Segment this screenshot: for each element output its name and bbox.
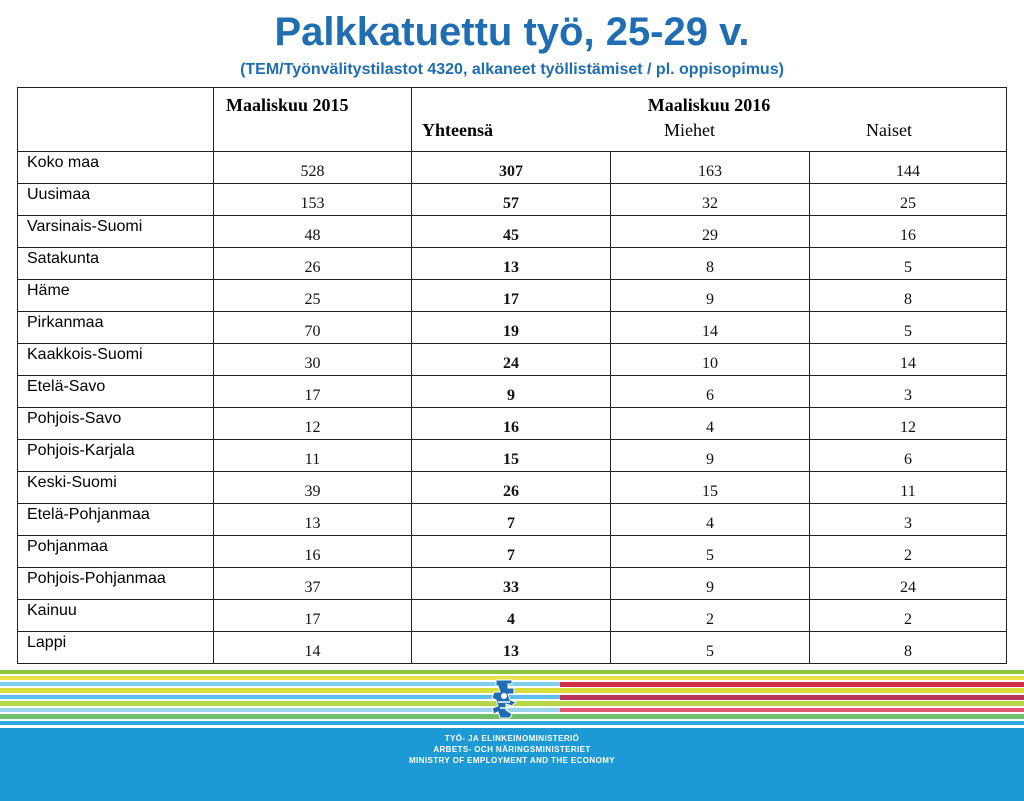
region-name: Pohjanmaa (27, 538, 108, 555)
table-row (18, 184, 1007, 216)
table-cell (810, 440, 1007, 472)
table-cell (412, 568, 611, 600)
value-2016-men: 29 (702, 227, 718, 244)
value-2016-women: 3 (904, 515, 912, 532)
value-2015: 17 (304, 611, 321, 628)
table-row (18, 504, 1007, 536)
value-2016-women: 8 (904, 643, 912, 660)
table-cell (214, 216, 412, 248)
table-cell (214, 312, 412, 344)
table-cell (611, 152, 810, 184)
value-2015: 37 (304, 579, 321, 596)
value-2015: 39 (304, 483, 321, 500)
table-cell (611, 408, 810, 440)
page-subtitle: (TEM/Työnvälitystilastot 4320, alkaneet työllistämiset / pl. oppisopimus) (240, 61, 784, 78)
table-cell (18, 248, 214, 280)
value-2016-women: 14 (900, 355, 916, 372)
region-name: Etelä-Pohjanmaa (27, 506, 150, 523)
table-cell (214, 472, 412, 504)
table-cell (214, 568, 412, 600)
value-2016-total: 16 (503, 419, 519, 436)
value-2016-men: 163 (698, 163, 722, 180)
table-cell (412, 152, 611, 184)
table-row (18, 376, 1007, 408)
table-cell (214, 440, 412, 472)
ministry-name-fi: TYÖ- JA ELINKEINOMINISTERIÖ (444, 734, 580, 743)
value-2016-total: 9 (507, 387, 515, 404)
value-2016-women: 3 (904, 387, 912, 404)
value-2015: 528 (300, 163, 325, 180)
value-2015: 30 (304, 355, 321, 372)
value-2016-women: 25 (900, 195, 916, 212)
table-cell (810, 184, 1007, 216)
table-cell (18, 472, 214, 504)
value-2015: 48 (304, 227, 321, 244)
value-2016-total: 57 (503, 195, 519, 212)
table-cell (810, 600, 1007, 632)
value-2016-total: 45 (503, 227, 519, 244)
table-cell (214, 632, 412, 664)
value-2016-total: 7 (507, 547, 515, 564)
value-2015: 14 (304, 643, 321, 660)
region-name: Pohjois-Savo (27, 410, 122, 427)
value-2016-total: 13 (503, 643, 519, 660)
table-cell (18, 376, 214, 408)
region-name: Koko maa (27, 154, 100, 171)
region-name: Kainuu (27, 602, 77, 619)
table-cell (611, 184, 810, 216)
page-title: Palkkatuettu työ, 25-29 v. (274, 10, 750, 54)
value-2016-total: 24 (503, 355, 519, 372)
value-2016-women: 16 (900, 227, 916, 244)
value-2016-men: 15 (702, 483, 718, 500)
table-cell (611, 216, 810, 248)
ministry-name-en: MINISTRY OF EMPLOYMENT AND THE ECONOMY (408, 756, 616, 765)
table-cell (18, 632, 214, 664)
table-cell (214, 536, 412, 568)
value-2016-men: 9 (706, 579, 714, 596)
value-2016-women: 11 (900, 483, 916, 500)
value-2016-total: 19 (503, 323, 519, 340)
table-header-row (18, 88, 1007, 152)
table-cell (810, 152, 1007, 184)
table-row (18, 152, 1007, 184)
table-cell (810, 344, 1007, 376)
value-2016-women: 8 (904, 291, 912, 308)
value-2016-men: 5 (706, 643, 714, 660)
value-2016-men: 9 (706, 291, 714, 308)
value-2015: 70 (304, 323, 321, 340)
table-row (18, 600, 1007, 632)
region-name: Satakunta (27, 250, 100, 267)
table-cell (412, 504, 611, 536)
header-2015-cell (214, 88, 412, 152)
table-row (18, 344, 1007, 376)
table-cell (18, 152, 214, 184)
table-cell (810, 568, 1007, 600)
table-cell (18, 536, 214, 568)
table-cell (18, 600, 214, 632)
table-cell (412, 376, 611, 408)
region-name: Pohjois-Pohjanmaa (27, 570, 166, 587)
table-row (18, 440, 1007, 472)
table-cell (611, 344, 810, 376)
table-cell (611, 440, 810, 472)
header-empty-cell (18, 88, 214, 152)
header-women: Naiset (866, 120, 912, 140)
value-2016-men: 5 (706, 547, 714, 564)
table-row (18, 280, 1007, 312)
table-cell (412, 248, 611, 280)
table-cell (611, 632, 810, 664)
table-cell (611, 504, 810, 536)
value-2016-women: 2 (904, 547, 912, 564)
value-2016-men: 2 (706, 611, 714, 628)
table-cell (18, 344, 214, 376)
region-name: Häme (27, 282, 70, 299)
table-row (18, 248, 1007, 280)
value-2016-total: 33 (503, 579, 519, 596)
ministry-name-sv: ARBETS- OCH NÄRINGSMINISTERIET (433, 745, 591, 754)
value-2016-women: 144 (896, 163, 920, 180)
value-2016-men: 32 (702, 195, 718, 212)
value-2016-women: 5 (904, 323, 912, 340)
value-2016-men: 9 (706, 451, 714, 468)
value-2016-women: 6 (904, 451, 912, 468)
table-cell (214, 600, 412, 632)
table-cell (412, 312, 611, 344)
value-2015: 11 (304, 451, 321, 468)
region-name: Keski-Suomi (27, 474, 117, 491)
table-cell (18, 184, 214, 216)
value-2016-women: 12 (900, 419, 916, 436)
table-row (18, 568, 1007, 600)
table-cell (810, 536, 1007, 568)
region-name: Lappi (27, 634, 67, 651)
table-cell (412, 536, 611, 568)
table-cell (611, 376, 810, 408)
value-2016-total: 26 (503, 483, 519, 500)
footer-bar (0, 728, 1024, 801)
table-cell (412, 440, 611, 472)
table-cell (611, 568, 810, 600)
table-cell (611, 248, 810, 280)
table-cell (810, 408, 1007, 440)
header-total: Yhteensä (422, 120, 493, 140)
table-cell (412, 280, 611, 312)
lion-coat-of-arms-icon (486, 676, 522, 720)
value-2016-total: 307 (499, 163, 523, 180)
value-2016-women: 24 (900, 579, 916, 596)
value-2016-men: 8 (706, 259, 714, 276)
table-cell (412, 344, 611, 376)
value-2015: 16 (304, 547, 321, 564)
table-cell (18, 568, 214, 600)
value-2015: 26 (304, 259, 321, 276)
table-row (18, 472, 1007, 504)
table-cell (810, 504, 1007, 536)
table-cell (810, 280, 1007, 312)
value-2016-women: 2 (904, 611, 912, 628)
value-2016-total: 17 (503, 291, 519, 308)
table-cell (810, 216, 1007, 248)
table-cell (18, 440, 214, 472)
table-cell (214, 376, 412, 408)
table-cell (810, 312, 1007, 344)
table-cell (412, 184, 611, 216)
table-cell (611, 312, 810, 344)
header-men: Miehet (664, 120, 715, 140)
table-row (18, 408, 1007, 440)
statistics-table (17, 87, 1007, 664)
value-2015: 13 (304, 515, 321, 532)
value-2016-total: 4 (507, 611, 515, 628)
table-cell (412, 600, 611, 632)
region-name: Pohjois-Karjala (27, 442, 135, 459)
region-name: Pirkanmaa (27, 314, 104, 331)
table-row (18, 632, 1007, 664)
table-cell (18, 280, 214, 312)
header-2016-cell (412, 88, 1007, 152)
value-2016-men: 10 (702, 355, 718, 372)
table-cell (214, 184, 412, 216)
region-name: Varsinais-Suomi (27, 218, 143, 235)
table-cell (412, 632, 611, 664)
value-2015: 25 (304, 291, 321, 308)
table-cell (810, 632, 1007, 664)
table-cell (214, 248, 412, 280)
table-cell (18, 216, 214, 248)
table-cell (611, 536, 810, 568)
table-cell (412, 408, 611, 440)
table-cell (810, 472, 1007, 504)
table-cell (214, 344, 412, 376)
value-2016-men: 6 (706, 387, 714, 404)
table-cell (412, 216, 611, 248)
region-name: Kaakkois-Suomi (27, 346, 143, 363)
value-2016-total: 15 (503, 451, 519, 468)
table-cell (611, 280, 810, 312)
table-cell (214, 152, 412, 184)
table-cell (214, 504, 412, 536)
value-2016-men: 4 (706, 419, 714, 436)
table-cell (611, 600, 810, 632)
region-name: Etelä-Savo (27, 378, 106, 395)
value-2015: 17 (304, 387, 321, 404)
header-2016: Maaliskuu 2016 (647, 95, 771, 115)
table-cell (18, 312, 214, 344)
table-row (18, 216, 1007, 248)
table-row (18, 312, 1007, 344)
table-cell (810, 248, 1007, 280)
table-cell (611, 472, 810, 504)
table-row (18, 536, 1007, 568)
header-2015: Maaliskuu 2015 (226, 95, 349, 115)
value-2016-total: 7 (507, 515, 515, 532)
value-2016-total: 13 (503, 259, 519, 276)
table-cell (214, 408, 412, 440)
table-cell (810, 376, 1007, 408)
region-name: Uusimaa (27, 186, 91, 203)
table-cell (214, 280, 412, 312)
value-2016-men: 4 (706, 515, 714, 532)
table-cell (412, 472, 611, 504)
table-cell (18, 408, 214, 440)
value-2016-women: 5 (904, 259, 912, 276)
value-2015: 12 (304, 419, 321, 436)
value-2016-men: 14 (702, 323, 718, 340)
value-2015: 153 (300, 195, 325, 212)
table-cell (18, 504, 214, 536)
